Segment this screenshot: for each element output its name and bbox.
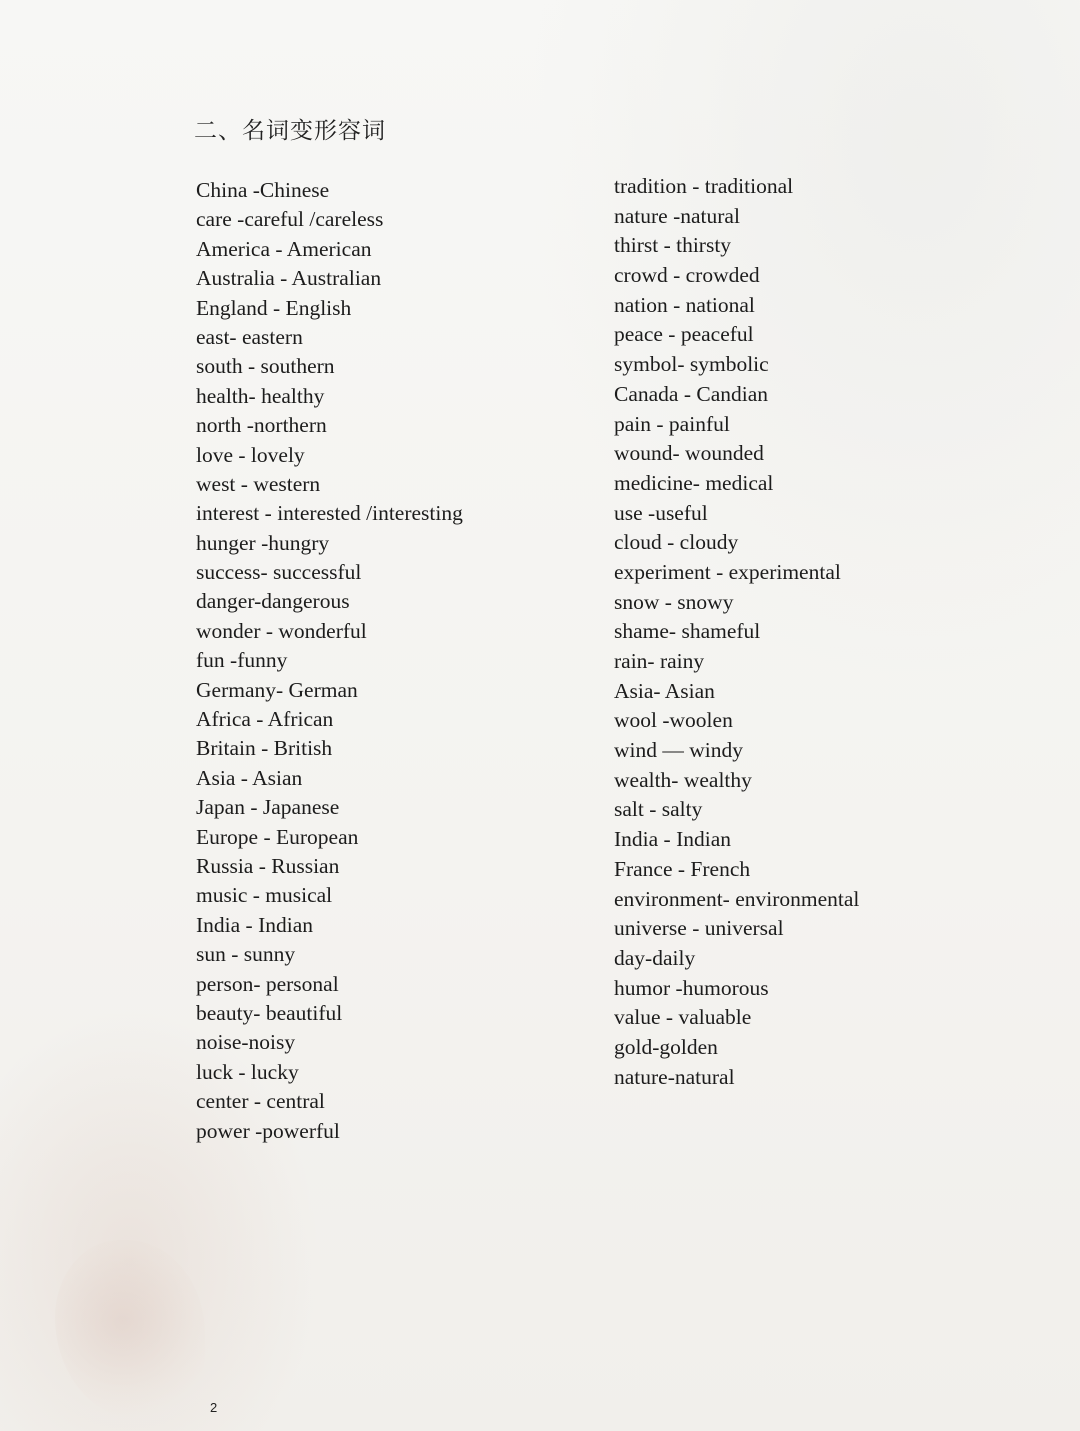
word-pair-entry: sun - sunny [196, 942, 296, 967]
word-pair-entry: south - southern [196, 354, 335, 379]
word-pair-entry: peace - peaceful [614, 322, 754, 347]
word-pair-entry: noise-noisy [196, 1030, 296, 1055]
word-pair-entry: wool -woolen [614, 708, 733, 733]
word-pair-entry: wound- wounded [614, 441, 764, 466]
word-pair-entry: nature-natural [614, 1064, 735, 1089]
word-pair-entry: rain- rainy [614, 649, 705, 673]
word-pair-entry: environment- environmental [614, 886, 860, 911]
word-pair-entry: thirst - thirsty [614, 233, 732, 258]
word-pair-entry: west - western [196, 471, 321, 496]
word-pair-entry: symbol- symbolic [614, 352, 769, 377]
word-pair-entry: Japan - Japanese [196, 795, 340, 820]
word-pair-entry: universe - universal [614, 916, 784, 941]
word-pair-entry: humor -humorous [614, 975, 769, 1000]
word-pair-entry: center - central [196, 1089, 325, 1114]
word-pair-entry: wonder - wonderful [196, 618, 367, 643]
word-pair-entry: Asia- Asian [614, 678, 715, 703]
word-pair-entry: America - American [196, 236, 372, 261]
word-pair-entry: Germany- German [196, 677, 358, 702]
word-pair-entry: use -useful [614, 500, 708, 525]
word-pair-entry: France - French [614, 856, 751, 881]
word-pair-entry: day-daily [614, 945, 696, 970]
word-pair-entry: danger-dangerous [196, 589, 350, 614]
section-title: 二、名词变形容词 [194, 118, 386, 144]
word-pair-entry: wealth- wealthy [614, 767, 752, 792]
word-pair-entry: Canada - Candian [614, 381, 769, 406]
word-pair-entry: wind — windy [614, 738, 743, 763]
word-pair-entry: experiment - experimental [614, 559, 841, 584]
word-pair-entry: India - Indian [614, 827, 732, 852]
word-pair-entry: beauty- beautiful [196, 1000, 343, 1025]
word-pair-entry: power -powerful [196, 1118, 340, 1143]
paper-stain [55, 1240, 205, 1420]
word-pair-entry: person- personal [196, 971, 339, 996]
word-pair-entry: Africa - African [196, 707, 334, 732]
left-word-column [196, 176, 463, 1146]
word-pair-entry: love - lovely [196, 442, 305, 467]
word-pair-entry: hunger -hungry [196, 530, 330, 555]
word-pair-entry: health- healthy [196, 383, 325, 408]
word-pair-entry: success- successful [196, 560, 362, 585]
word-pair-entry: Britain - British [196, 736, 333, 761]
right-word-column [614, 172, 859, 1092]
word-pair-entry: north -northern [196, 413, 327, 438]
word-pair-entry: value - valuable [614, 1005, 752, 1030]
word-pair-entry: luck - lucky [196, 1059, 299, 1084]
word-pair-entry: England - English [196, 295, 352, 320]
word-pair-entry: pain - painful [614, 411, 730, 436]
word-pair-entry: shame- shameful [614, 619, 761, 644]
word-pair-entry: interest - interested /interesting [196, 501, 463, 526]
word-pair-entry: China -Chinese [196, 178, 330, 202]
word-pair-entry: Russia - Russian [196, 853, 340, 878]
word-pair-entry: salt - salty [614, 797, 703, 822]
word-pair-entry: India - Indian [196, 912, 314, 937]
word-pair-entry: fun -funny [196, 648, 288, 673]
word-pair-entry: nation - national [614, 292, 755, 317]
word-pair-entry: care -careful /careless [196, 207, 384, 232]
word-pair-entry: gold-golden [614, 1034, 718, 1059]
word-pair-entry: Europe - European [196, 824, 359, 849]
word-pair-entry: nature -natural [614, 203, 740, 228]
word-pair-entry: east- eastern [196, 324, 303, 349]
word-pair-entry: cloud - cloudy [614, 530, 739, 555]
word-pair-entry: Australia - Australian [196, 266, 382, 291]
word-pair-entry: Asia - Asian [196, 765, 303, 790]
word-pair-entry: crowd - crowded [614, 263, 760, 288]
word-pair-entry: tradition - traditional [614, 174, 794, 198]
page-number: 2 [210, 1400, 218, 1415]
word-pair-entry: snow - snowy [614, 589, 734, 614]
word-pair-entry: music - musical [196, 883, 333, 908]
word-pair-entry: medicine- medical [614, 470, 774, 495]
